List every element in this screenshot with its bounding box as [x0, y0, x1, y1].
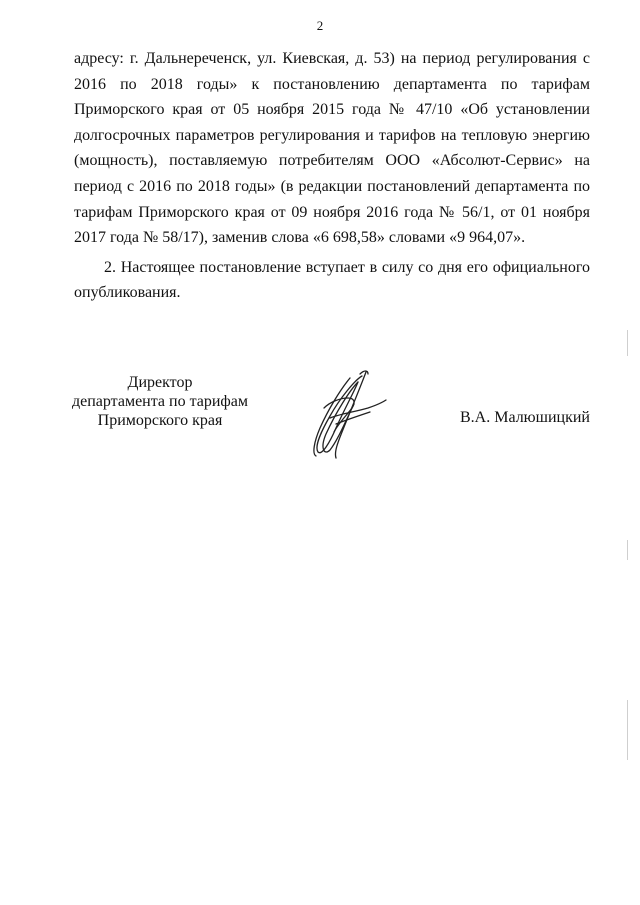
- signatory-title-line: Приморского края: [97, 412, 223, 429]
- scan-edge-mark: [627, 700, 628, 760]
- signatory-title-line: Директор: [127, 374, 193, 391]
- paragraph-effective-date: 2. Настоящее постановление вступает в силу со дня его официального опубликования.: [74, 258, 590, 302]
- document-body: [74, 46, 590, 306]
- handwritten-signature-icon: [300, 368, 390, 463]
- signatory-name: В.А. Малюшицкий: [460, 409, 590, 426]
- signatory-title-line: департамента по тарифам: [71, 393, 249, 410]
- scan-edge-mark: [627, 540, 628, 560]
- page-number: 2: [316, 18, 324, 33]
- paragraph-continuation: адресу: г. Дальнереченск, ул. Киевская, д. 53) на период регулирования с 2016 по 2018 годы» к постановлению департамента по тарифам Приморского края от 05 ноября 2015 года № 47/10 «Об установлении долгосрочных параметров регулирования и тарифов на тепловую энергию (мощность), поставляемую потребителям ООО «Абсолют-Сервис» на период с 2016 по 2018 годы» (в редакции постановлений департамента по тарифам Приморского края от 09 ноября 2016 года № 56/1, от 01 ноября 2017 года № 58/17), заменив слова «6 698,58» словами «9 964,07».: [74, 50, 590, 247]
- scan-edge-mark: [627, 330, 628, 356]
- signatory-title: [60, 373, 260, 430]
